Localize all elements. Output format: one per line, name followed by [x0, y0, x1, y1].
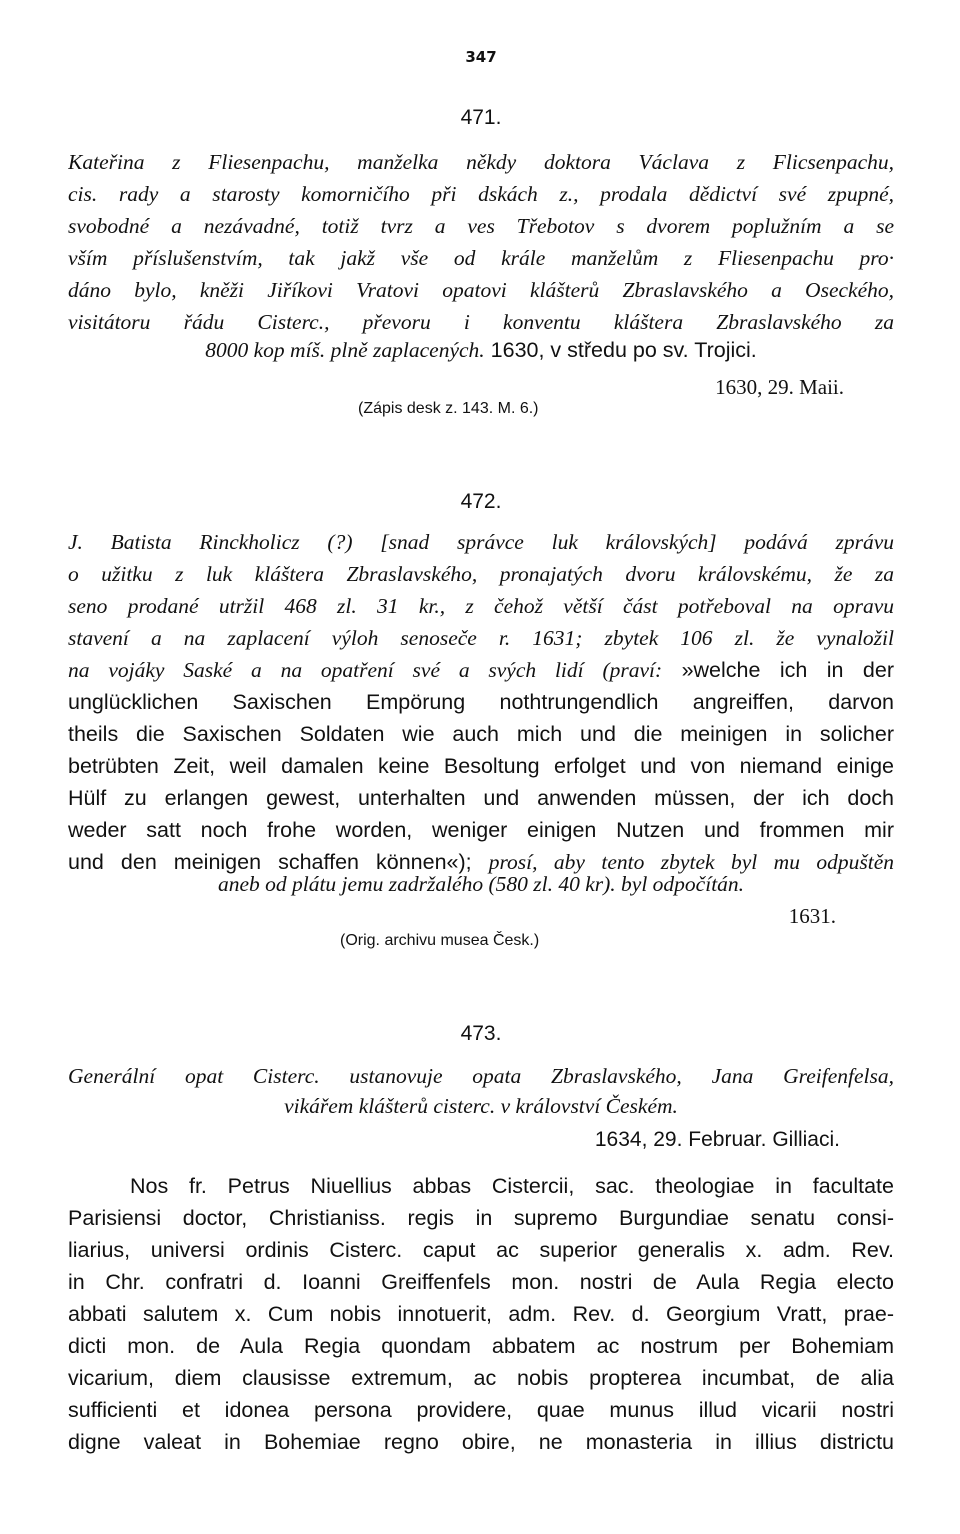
doc471-line-3: svobodné a nezávadné, totiž tvrz a ves Třebotov s dvorem poplužním a se [68, 214, 894, 238]
document-page [68, 0, 894, 1534]
doc471-line-7 [68, 334, 894, 366]
doc473-heading-line-1: Generální opat Cisterc. ustanovuje opata Zbraslavského, Jana Greifenfelsa, [68, 1064, 894, 1088]
document-number-472: 472. [460, 490, 502, 513]
doc472-line-5-italic: na vojáky Saské a na opatření své a svých lidí (praví: [68, 658, 663, 682]
doc473-date: 1634, 29. Februar. Gilliaci. [594, 1128, 840, 1151]
doc471-line-6: visitátoru řádu Cisterc., převoru i konventu kláštera Zbraslavského za [68, 310, 894, 334]
doc472-line-1: J. Batista Rinckholicz (?) [snad správce luk královských] podává zprávu [68, 530, 894, 554]
page-number: 347 [465, 48, 497, 66]
doc471-line-7-italic: 8000 kop míš. plně zaplacených. [205, 338, 485, 362]
doc471-source: (Zápis desk z. 143. M. 6.) [358, 400, 539, 417]
doc472-date: 1631. [788, 904, 836, 928]
doc473-text-line-5: abbati salutem x. Cum nobis innotuerit, adm. Rev. d. Georgium Vratt, prae- [68, 1302, 894, 1326]
doc473-heading-line-2: vikářem klášterů cisterc. v království Českém. [284, 1094, 678, 1118]
doc473-text-line-7: vicarium, diem clausisse extremum, ac nobis propterea incumbat, de alia [68, 1366, 894, 1390]
doc472-line-2: o užitku z luk kláštera Zbraslavského, pronajatých dvoru královskému, že za [68, 562, 894, 586]
doc473-text-line-2: Parisiensi doctor, Christianiss. regis in supremo Burgundiae senatu consi- [68, 1206, 894, 1230]
doc471-line-5: dáno bylo, kněži Jiříkovi Vratovi opatovi klášterů Zbraslavského a Oseckého, [68, 278, 894, 302]
doc472-german-line-3: betrübten Zeit, weil damalen keine Besoltung erfolget und von niemand einige [68, 754, 894, 778]
doc473-text-line-6: dicti mon. de Aula Regia quondam abbatem ac nostrum per Bohemiam [68, 1334, 894, 1358]
doc472-line-5-german: »welche ich in der [662, 658, 894, 682]
document-number-471: 471. [460, 106, 502, 129]
doc473-text-line-8: sufficienti et idonea persona providere, quae munus illud vicarii nostri [68, 1398, 894, 1422]
doc472-german-line-2: theils die Saxischen Soldaten wie auch mich und die meinigen in solicher [68, 722, 894, 746]
doc472-german-line-1: unglücklichen Saxischen Empörung nothtrungendlich angreiffen, darvon [68, 690, 894, 714]
doc473-text-line-3: liarius, universi ordinis Cisterc. caput ac superior generalis x. adm. Rev. [68, 1238, 894, 1262]
doc471-line-7-date-text: 1630, v středu po sv. Trojici. [484, 338, 757, 362]
doc472-line-12: aneb od plátu jemu zadržalého (580 zl. 40 kr). byl odpočítán. [217, 872, 745, 896]
doc472-german-line-5: weder satt noch frohe worden, weniger einigen Nutzen und frommen mir [68, 818, 894, 842]
doc472-line-3: seno prodané utržil 468 zl. 31 kr., z čehož větší část potřeboval na opravu [68, 594, 894, 618]
doc471-line-1: Kateřina z Fliesenpachu, manželka někdy doktora Václava z Flicsenpachu, [68, 150, 894, 174]
doc473-text-line-9: digne valeat in Bohemiae regno obire, ne monasteria in illius districtu [68, 1430, 894, 1454]
doc472-line-5 [68, 654, 894, 686]
doc473-text-line-4: in Chr. confratri d. Ioanni Greiffenfels mon. nostri de Aula Regia electo [68, 1270, 894, 1294]
doc473-text-line-1: Nos fr. Petrus Niuellius abbas Cistercii, sac. theologiae in facultate [130, 1174, 894, 1198]
doc471-line-2: cis. rady a starosty komorničího při dskách z., prodala dědictví své zpupné, [68, 182, 894, 206]
doc471-date: 1630, 29. Maii. [715, 375, 844, 399]
doc472-line-11-german: und den meinigen schaffen können«); [68, 850, 489, 874]
document-number-473: 473. [460, 1022, 502, 1045]
doc472-line-11-italic: prosí, aby tento zbytek byl mu odpuštěn [488, 850, 894, 874]
doc472-line-4: stavení a na zaplacení výloh senoseče r. 1631; zbytek 106 zl. že vynaložil [68, 626, 894, 650]
doc472-german-line-4: Hülf zu erlangen gewest, unterhalten und anwenden müssen, der ich doch [68, 786, 894, 810]
doc471-line-4: vším příslušenstvím, tak jakž vše od krále manželům z Fliesenpachu pro· [68, 246, 894, 270]
doc472-source: (Orig. archivu musea Česk.) [340, 932, 540, 949]
